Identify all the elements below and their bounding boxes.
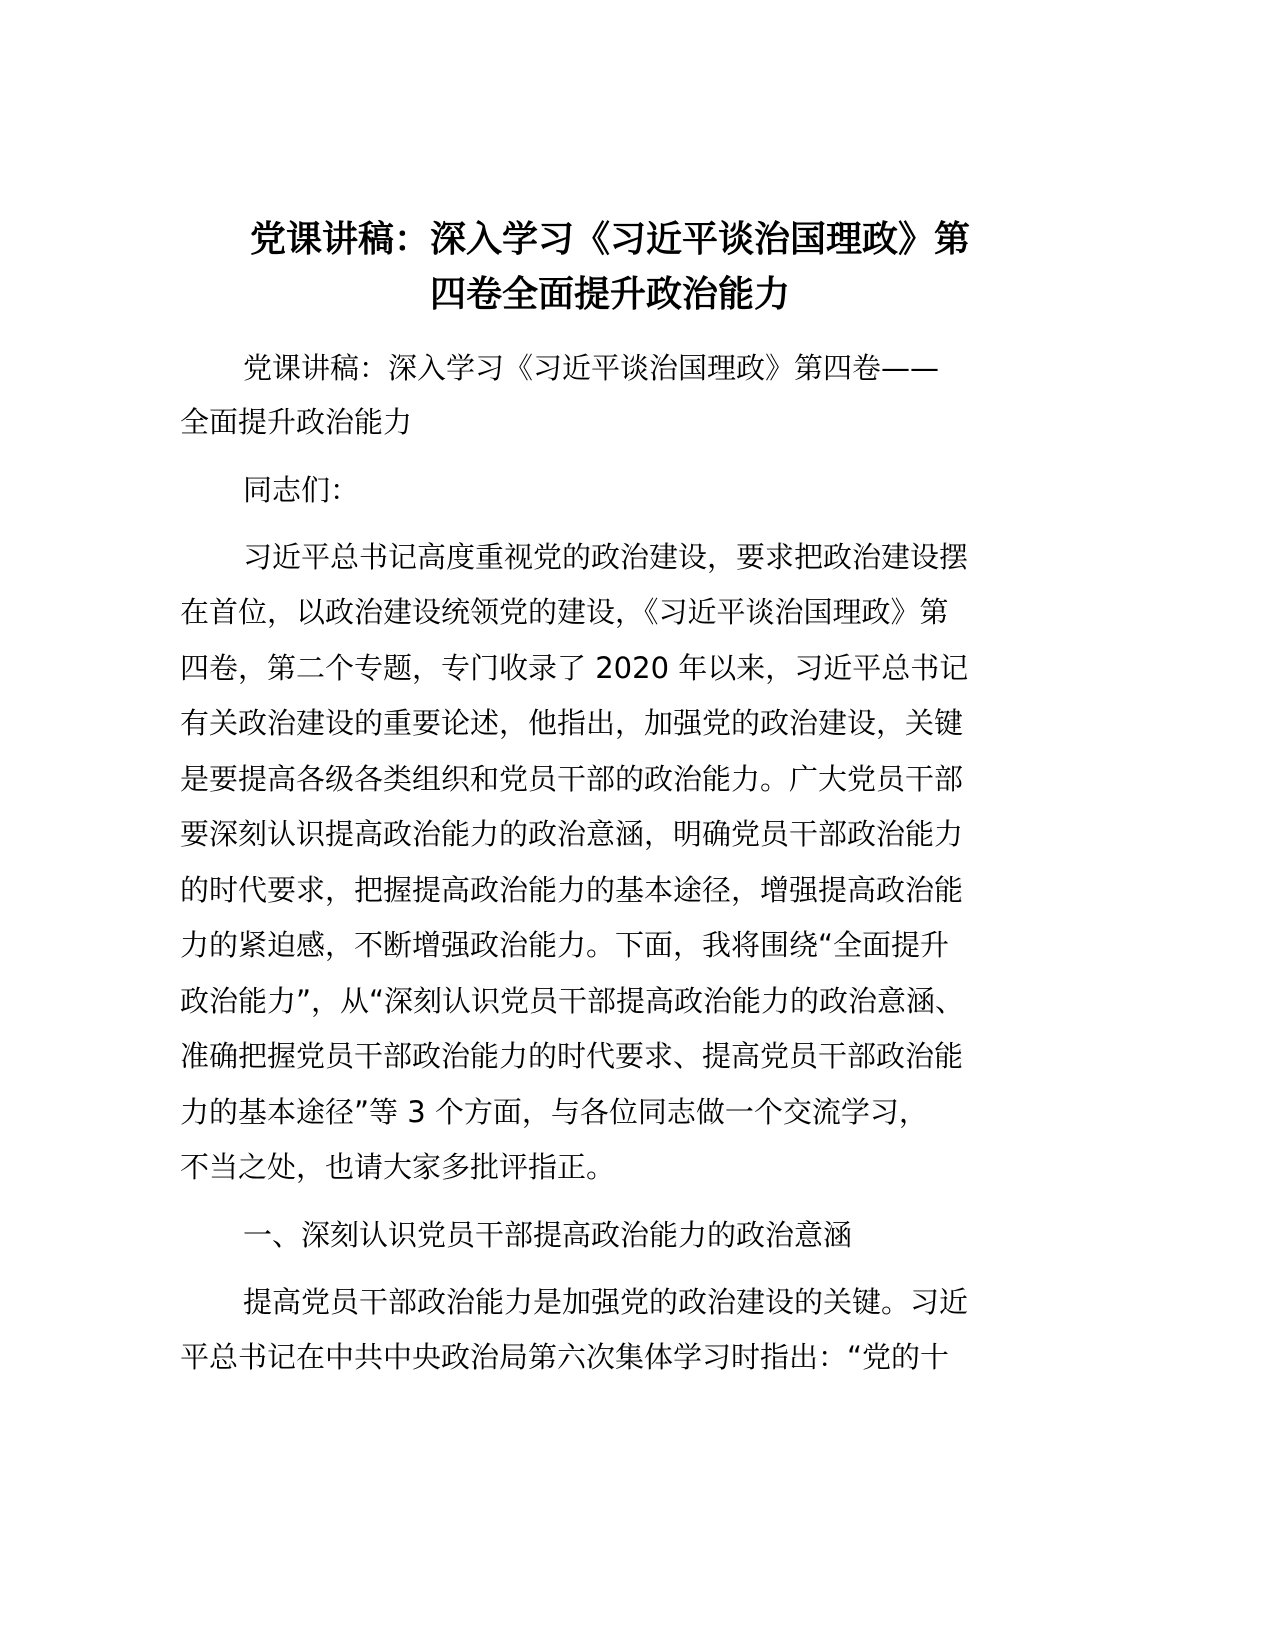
body-line: 四卷，第二个专题，专门收录了 2020 年以来，习近平总书记	[180, 651, 969, 685]
body-line: 有关政治建设的重要论述，他指出，加强党的政治建设，关键	[180, 706, 964, 740]
body-line: 习近平总书记高度重视党的政治建设，要求把政治建设摆	[243, 540, 969, 574]
body-line: 政治能力”，从“深刻认识党员干部提高政治能力的政治意涵、	[180, 984, 965, 1018]
body-line: 不当之处，也请大家多批评指正。	[180, 1150, 616, 1184]
body-line: 力的基本途径”等 3 个方面，与各位同志做一个交流学习，	[180, 1095, 928, 1129]
body-line: 的时代要求，把握提高政治能力的基本途径，增强提高政治能	[180, 873, 964, 907]
section-heading-1: 一、深刻认识党员干部提高政治能力的政治意涵	[243, 1218, 853, 1252]
body-line: 提高党员干部政治能力是加强党的政治建设的关键。习近	[243, 1285, 969, 1319]
body-line: 在首位，以政治建设统领党的建设，《习近平谈治国理政》第	[180, 595, 949, 629]
document-title-line-2: 四卷全面提升政治能力	[429, 274, 790, 315]
salutation: 同志们：	[243, 473, 360, 507]
body-line: 要深刻认识提高政治能力的政治意涵，明确党员干部政治能力	[180, 817, 964, 851]
subtitle-line-2: 全面提升政治能力	[180, 405, 413, 439]
body-line: 是要提高各级各类组织和党员干部的政治能力。广大党员干部	[180, 762, 964, 796]
subtitle-line-1: 党课讲稿：深入学习《习近平谈治国理政》第四卷——	[243, 351, 940, 385]
body-line: 准确把握党员干部政治能力的时代要求、提高党员干部政治能	[180, 1039, 964, 1073]
body-line: 力的紧迫感，不断增强政治能力。下面，我将围绕“全面提升	[180, 928, 950, 962]
document-title-line-1: 党课讲稿：深入学习《习近平谈治国理政》第	[249, 219, 970, 260]
body-line: 平总书记在中共中央政治局第六次集体学习时指出：“党的十	[180, 1340, 950, 1374]
